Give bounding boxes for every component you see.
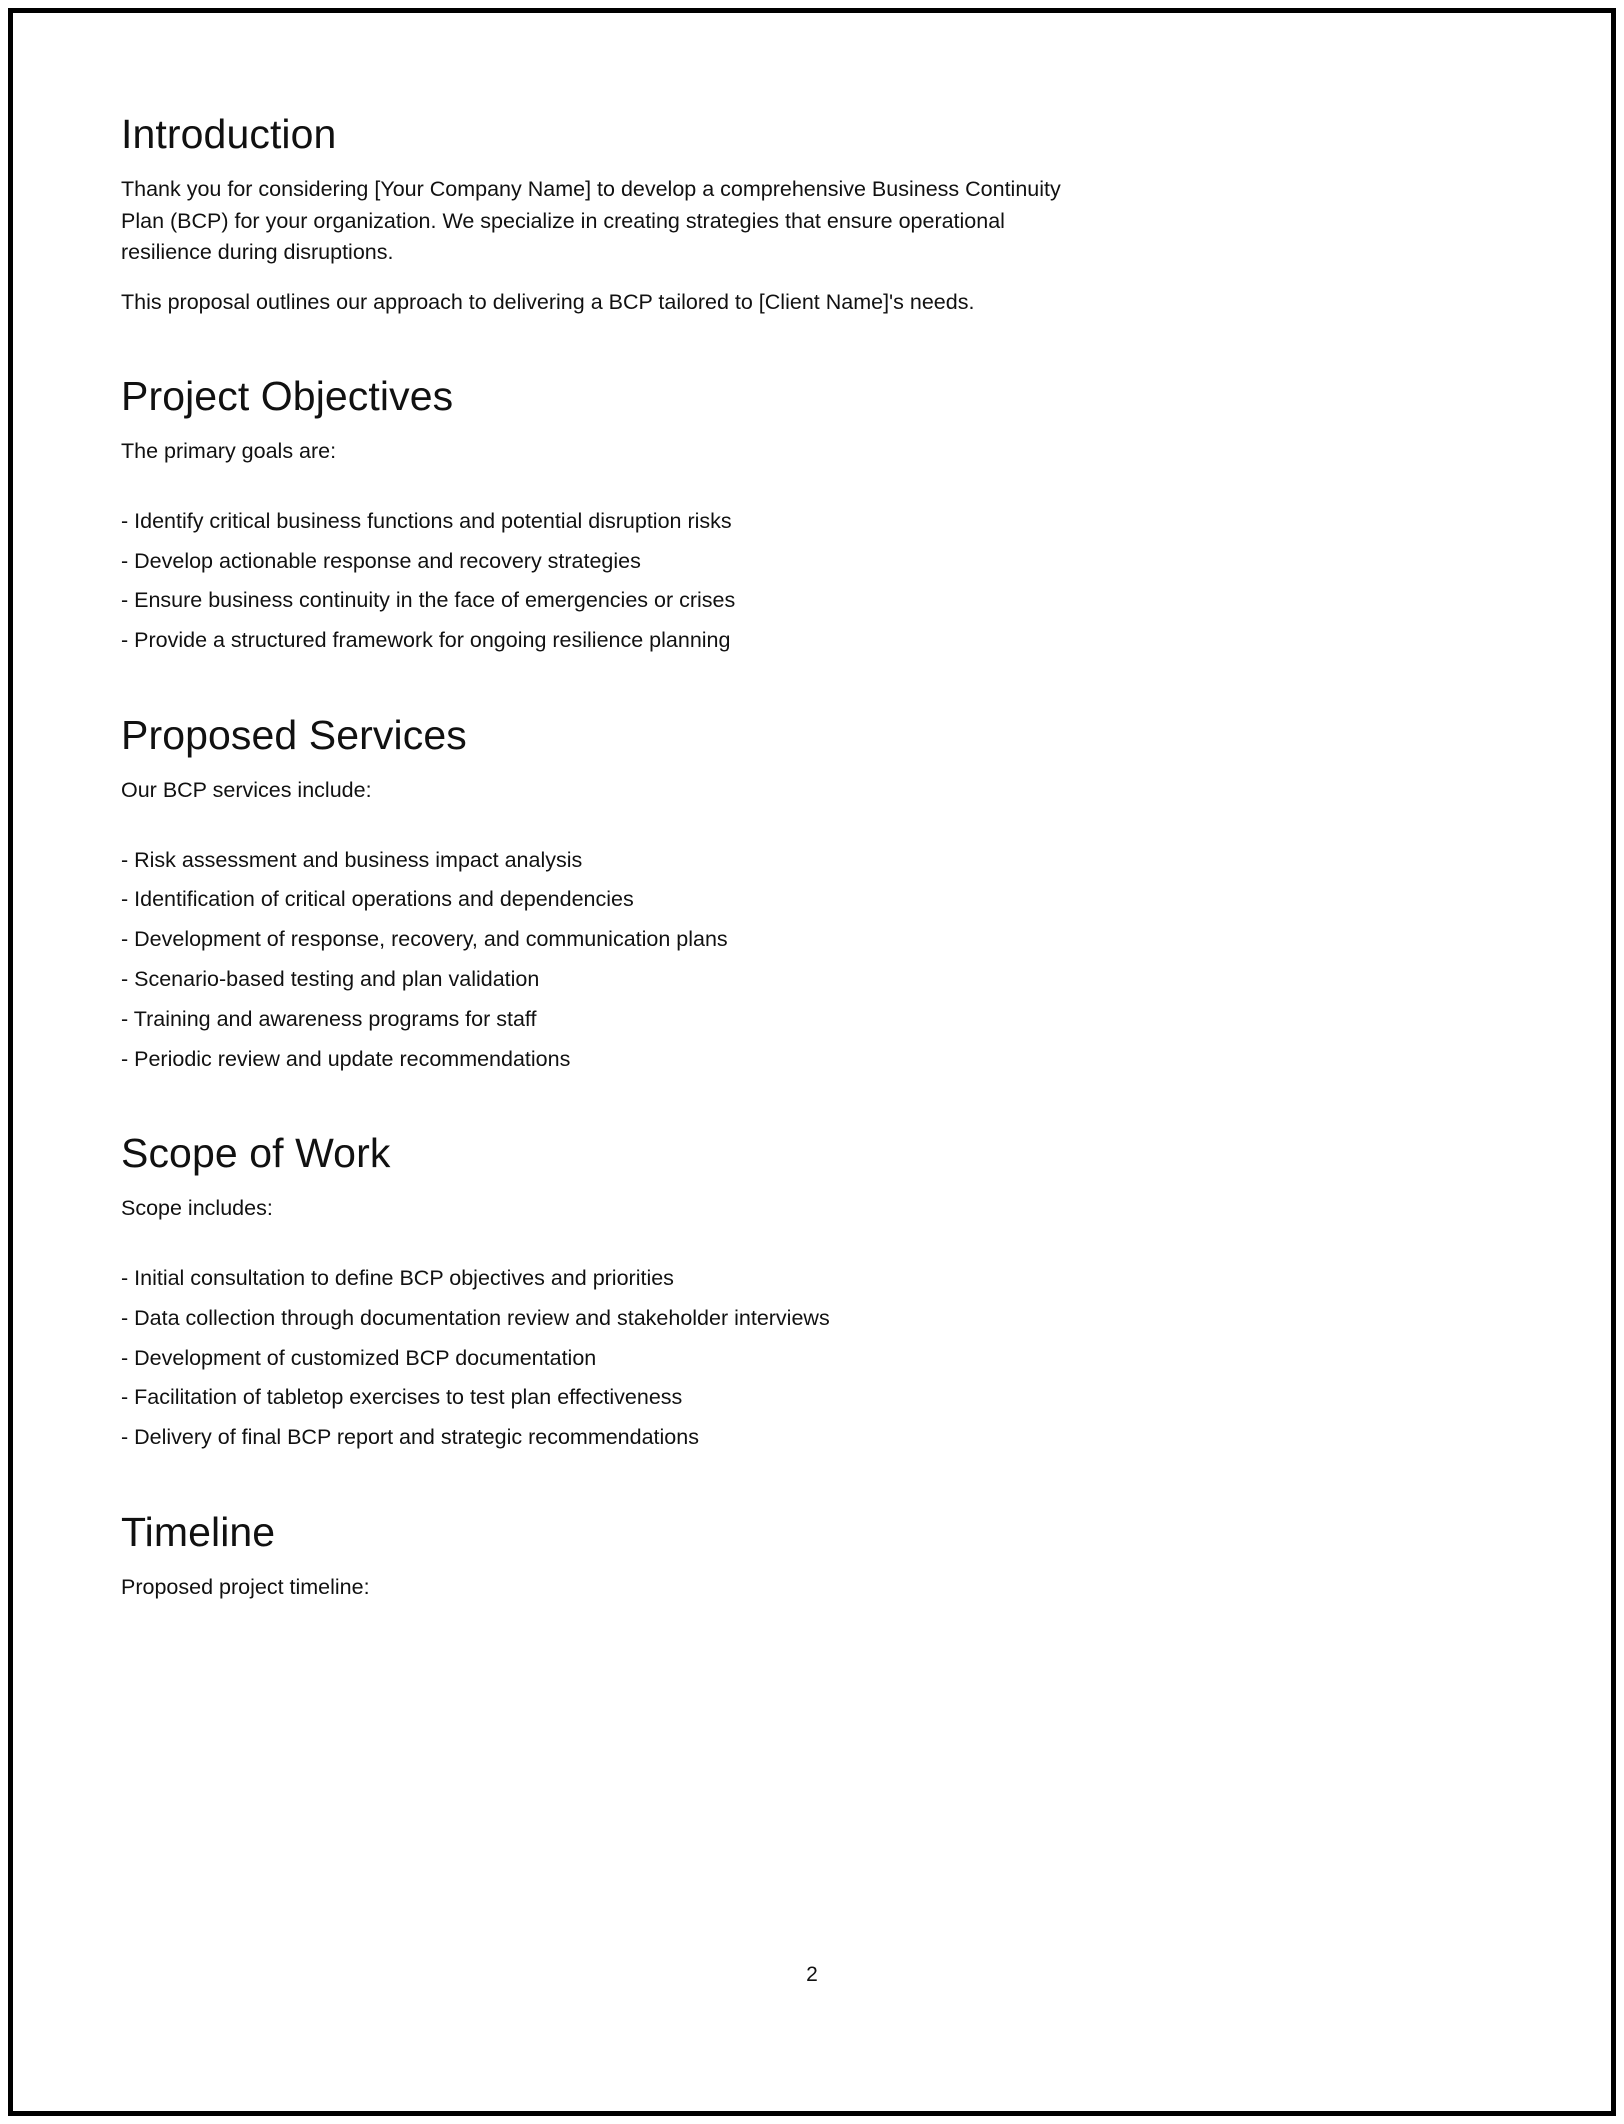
section-project-objectives	[121, 374, 1089, 657]
list-item: - Data collection through documentation review and stakeholder interviews	[121, 1305, 830, 1330]
list-proposed-services	[121, 845, 1089, 1076]
list-item: - Facilitation of tabletop exercises to test plan effectiveness	[121, 1385, 683, 1410]
heading-proposed-services: Proposed Services	[121, 712, 467, 759]
section-timeline	[121, 1510, 1089, 1604]
heading-scope-of-work: Scope of Work	[121, 1130, 391, 1177]
list-item: - Periodic review and update recommendations	[121, 1046, 571, 1071]
list-item: - Ensure business continuity in the face of emergencies or crises	[121, 588, 736, 613]
list-item: - Identify critical business functions and potential disruption risks	[121, 508, 732, 533]
list-item: - Initial consultation to define BCP objectives and priorities	[121, 1265, 674, 1290]
paragraph-intro-overview: Thank you for considering [Your Company Name] to develop a comprehensive Business Continuity Plan (BCP) for your organization. We specialize in creating strategies that ensure operational resilience during disruptions.	[121, 176, 1061, 265]
lead-proposed-services: Our BCP services include:	[121, 777, 372, 802]
list-item: - Develop actionable response and recovery strategies	[121, 548, 641, 573]
paragraph-intro-proposal: This proposal outlines our approach to delivering a BCP tailored to [Client Name]'s needs.	[121, 289, 975, 314]
list-item: - Development of customized BCP documentation	[121, 1345, 597, 1370]
list-item: - Training and awareness programs for staff	[121, 1006, 537, 1031]
heading-introduction: Introduction	[121, 111, 337, 157]
list-item: - Scenario-based testing and plan validation	[121, 966, 540, 991]
heading-project-objectives: Project Objectives	[121, 373, 454, 420]
list-scope-of-work	[121, 1263, 1089, 1454]
lead-scope-of-work: Scope includes:	[121, 1196, 273, 1221]
lead-timeline: Proposed project timeline:	[121, 1574, 370, 1599]
section-introduction	[121, 112, 1089, 318]
list-item: - Delivery of final BCP report and strategic recommendations	[121, 1425, 699, 1450]
page-number: 2	[806, 1963, 818, 1986]
section-proposed-services	[121, 713, 1089, 1075]
lead-project-objectives: The primary goals are:	[121, 439, 337, 464]
list-item: - Development of response, recovery, and communication plans	[121, 927, 728, 952]
section-scope-of-work	[121, 1131, 1089, 1454]
list-project-objectives	[121, 506, 1089, 657]
list-item: - Identification of critical operations and dependencies	[121, 887, 634, 912]
heading-timeline: Timeline	[121, 1508, 276, 1555]
list-item: - Risk assessment and business impact analysis	[121, 847, 583, 872]
document-content	[121, 112, 1089, 1603]
list-item: - Provide a structured framework for ongoing resilience planning	[121, 628, 731, 653]
